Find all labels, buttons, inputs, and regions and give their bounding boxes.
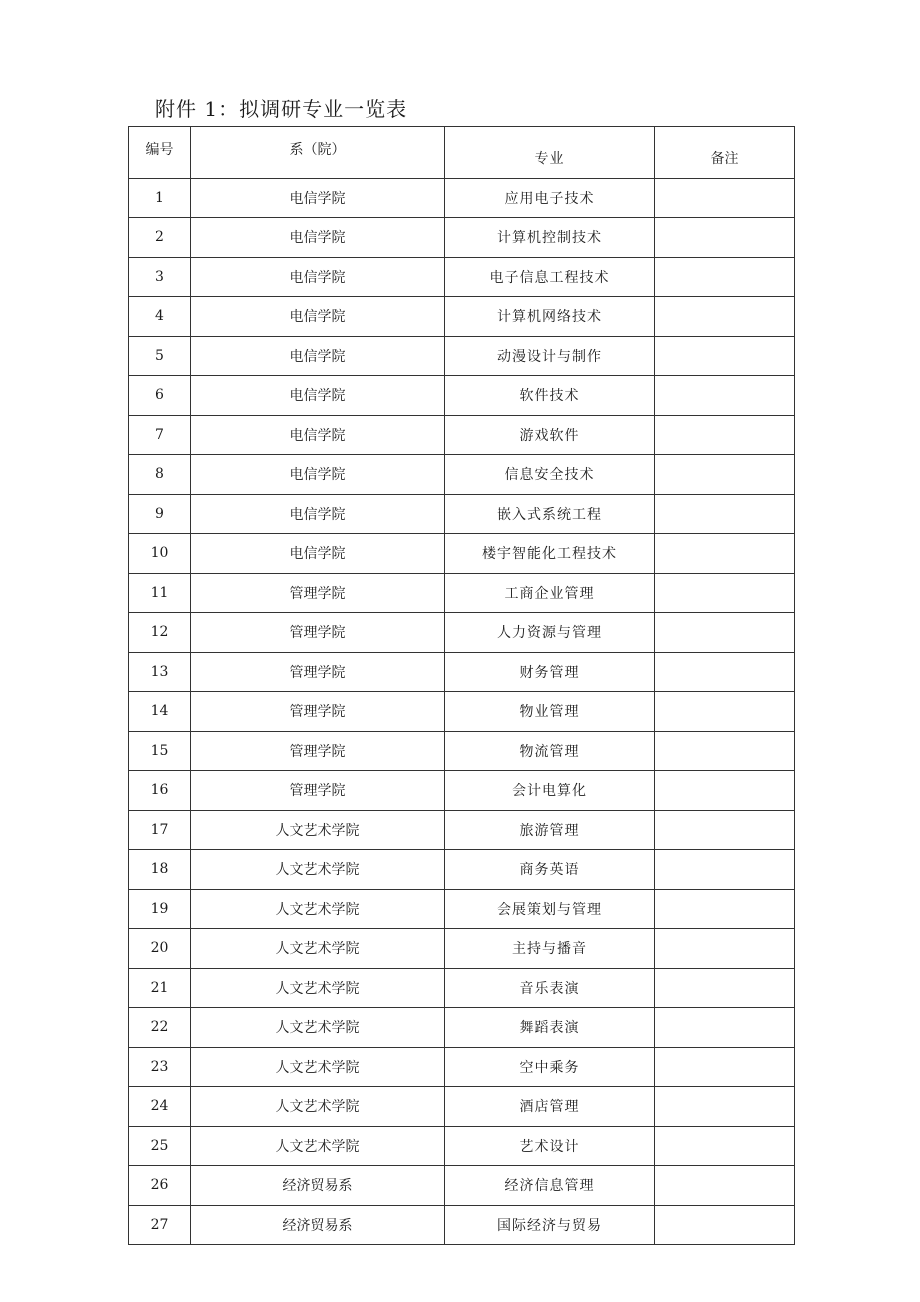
cell-department: 电信学院 bbox=[191, 218, 445, 258]
cell-major: 电子信息工程技术 bbox=[445, 257, 655, 297]
cell-department: 人文艺术学院 bbox=[191, 850, 445, 890]
cell-department: 人文艺术学院 bbox=[191, 968, 445, 1008]
cell-number: 17 bbox=[129, 810, 191, 850]
cell-note bbox=[655, 1126, 795, 1166]
cell-number: 10 bbox=[129, 534, 191, 574]
table-row bbox=[129, 810, 795, 850]
cell-number: 13 bbox=[129, 652, 191, 692]
cell-major: 计算机网络技术 bbox=[445, 297, 655, 337]
cell-department: 管理学院 bbox=[191, 692, 445, 732]
cell-major: 软件技术 bbox=[445, 376, 655, 416]
cell-note bbox=[655, 929, 795, 969]
cell-note bbox=[655, 376, 795, 416]
table-row bbox=[129, 573, 795, 613]
cell-note bbox=[655, 1166, 795, 1206]
cell-note bbox=[655, 534, 795, 574]
cell-department: 人文艺术学院 bbox=[191, 1008, 445, 1048]
table-row bbox=[129, 652, 795, 692]
table-row bbox=[129, 731, 795, 771]
cell-department: 电信学院 bbox=[191, 534, 445, 574]
table-row bbox=[129, 494, 795, 534]
cell-department: 经济贸易系 bbox=[191, 1205, 445, 1245]
table-row bbox=[129, 178, 795, 218]
cell-number: 4 bbox=[129, 297, 191, 337]
cell-number: 1 bbox=[129, 178, 191, 218]
table-row bbox=[129, 336, 795, 376]
cell-department: 电信学院 bbox=[191, 178, 445, 218]
cell-number: 11 bbox=[129, 573, 191, 613]
cell-note bbox=[655, 455, 795, 495]
cell-department: 经济贸易系 bbox=[191, 1166, 445, 1206]
table-row bbox=[129, 376, 795, 416]
table-row bbox=[129, 257, 795, 297]
cell-major: 信息安全技术 bbox=[445, 455, 655, 495]
cell-number: 6 bbox=[129, 376, 191, 416]
table-row bbox=[129, 692, 795, 732]
cell-department: 电信学院 bbox=[191, 297, 445, 337]
cell-department: 电信学院 bbox=[191, 376, 445, 416]
cell-number: 14 bbox=[129, 692, 191, 732]
cell-note bbox=[655, 297, 795, 337]
cell-number: 23 bbox=[129, 1047, 191, 1087]
cell-number: 3 bbox=[129, 257, 191, 297]
cell-major: 艺术设计 bbox=[445, 1126, 655, 1166]
table-row bbox=[129, 1205, 795, 1245]
cell-number: 18 bbox=[129, 850, 191, 890]
cell-major: 舞蹈表演 bbox=[445, 1008, 655, 1048]
cell-major: 酒店管理 bbox=[445, 1087, 655, 1127]
cell-department: 人文艺术学院 bbox=[191, 889, 445, 929]
cell-note bbox=[655, 257, 795, 297]
cell-note bbox=[655, 968, 795, 1008]
table-row bbox=[129, 613, 795, 653]
cell-note bbox=[655, 692, 795, 732]
cell-number: 12 bbox=[129, 613, 191, 653]
cell-department: 电信学院 bbox=[191, 494, 445, 534]
table-row bbox=[129, 218, 795, 258]
cell-major: 计算机控制技术 bbox=[445, 218, 655, 258]
cell-department: 管理学院 bbox=[191, 652, 445, 692]
cell-major: 物流管理 bbox=[445, 731, 655, 771]
cell-number: 2 bbox=[129, 218, 191, 258]
table-row bbox=[129, 1166, 795, 1206]
table-header-row bbox=[129, 127, 795, 179]
cell-note bbox=[655, 613, 795, 653]
cell-number: 20 bbox=[129, 929, 191, 969]
cell-department: 人文艺术学院 bbox=[191, 1087, 445, 1127]
cell-major: 动漫设计与制作 bbox=[445, 336, 655, 376]
cell-major: 工商企业管理 bbox=[445, 573, 655, 613]
cell-major: 嵌入式系统工程 bbox=[445, 494, 655, 534]
cell-note bbox=[655, 652, 795, 692]
cell-note bbox=[655, 1205, 795, 1245]
cell-number: 21 bbox=[129, 968, 191, 1008]
cell-major: 空中乘务 bbox=[445, 1047, 655, 1087]
cell-note bbox=[655, 178, 795, 218]
header-major: 专业 bbox=[445, 127, 655, 179]
table-row bbox=[129, 455, 795, 495]
cell-department: 管理学院 bbox=[191, 731, 445, 771]
table-row bbox=[129, 297, 795, 337]
cell-major: 主持与播音 bbox=[445, 929, 655, 969]
cell-number: 19 bbox=[129, 889, 191, 929]
cell-major: 楼宇智能化工程技术 bbox=[445, 534, 655, 574]
cell-note bbox=[655, 771, 795, 811]
cell-number: 8 bbox=[129, 455, 191, 495]
cell-note bbox=[655, 889, 795, 929]
cell-number: 15 bbox=[129, 731, 191, 771]
cell-major: 旅游管理 bbox=[445, 810, 655, 850]
cell-department: 电信学院 bbox=[191, 455, 445, 495]
table-row bbox=[129, 1047, 795, 1087]
cell-note bbox=[655, 810, 795, 850]
cell-major: 音乐表演 bbox=[445, 968, 655, 1008]
header-number: 编号 bbox=[129, 127, 191, 179]
page-title: 附件 1：拟调研专业一览表 bbox=[155, 97, 408, 121]
table-row bbox=[129, 1008, 795, 1048]
table-row bbox=[129, 1126, 795, 1166]
table-body bbox=[129, 127, 795, 1245]
cell-note bbox=[655, 218, 795, 258]
table-row bbox=[129, 771, 795, 811]
cell-note bbox=[655, 850, 795, 890]
cell-number: 7 bbox=[129, 415, 191, 455]
major-list-table bbox=[128, 126, 795, 1245]
cell-note bbox=[655, 1008, 795, 1048]
cell-department: 电信学院 bbox=[191, 415, 445, 455]
cell-major: 会展策划与管理 bbox=[445, 889, 655, 929]
cell-major: 会计电算化 bbox=[445, 771, 655, 811]
cell-note bbox=[655, 573, 795, 613]
table-row bbox=[129, 415, 795, 455]
cell-department: 管理学院 bbox=[191, 573, 445, 613]
cell-number: 24 bbox=[129, 1087, 191, 1127]
table-row bbox=[129, 968, 795, 1008]
cell-department: 电信学院 bbox=[191, 257, 445, 297]
cell-department: 人文艺术学院 bbox=[191, 810, 445, 850]
cell-number: 9 bbox=[129, 494, 191, 534]
cell-major: 财务管理 bbox=[445, 652, 655, 692]
cell-department: 管理学院 bbox=[191, 613, 445, 653]
cell-note bbox=[655, 336, 795, 376]
cell-major: 经济信息管理 bbox=[445, 1166, 655, 1206]
table-row bbox=[129, 889, 795, 929]
cell-department: 人文艺术学院 bbox=[191, 1126, 445, 1166]
cell-number: 27 bbox=[129, 1205, 191, 1245]
table-row bbox=[129, 850, 795, 890]
table-row bbox=[129, 534, 795, 574]
cell-note bbox=[655, 415, 795, 455]
cell-department: 电信学院 bbox=[191, 336, 445, 376]
table-row bbox=[129, 929, 795, 969]
cell-note bbox=[655, 1087, 795, 1127]
cell-note bbox=[655, 731, 795, 771]
cell-major: 国际经济与贸易 bbox=[445, 1205, 655, 1245]
header-department: 系（院） bbox=[191, 127, 445, 179]
cell-note bbox=[655, 1047, 795, 1087]
cell-number: 22 bbox=[129, 1008, 191, 1048]
cell-note bbox=[655, 494, 795, 534]
cell-number: 5 bbox=[129, 336, 191, 376]
cell-major: 游戏软件 bbox=[445, 415, 655, 455]
cell-major: 人力资源与管理 bbox=[445, 613, 655, 653]
cell-department: 人文艺术学院 bbox=[191, 1047, 445, 1087]
header-note: 备注 bbox=[655, 127, 795, 179]
cell-major: 商务英语 bbox=[445, 850, 655, 890]
cell-department: 人文艺术学院 bbox=[191, 929, 445, 969]
cell-number: 26 bbox=[129, 1166, 191, 1206]
table-row bbox=[129, 1087, 795, 1127]
cell-number: 16 bbox=[129, 771, 191, 811]
cell-major: 物业管理 bbox=[445, 692, 655, 732]
cell-number: 25 bbox=[129, 1126, 191, 1166]
cell-department: 管理学院 bbox=[191, 771, 445, 811]
cell-major: 应用电子技术 bbox=[445, 178, 655, 218]
